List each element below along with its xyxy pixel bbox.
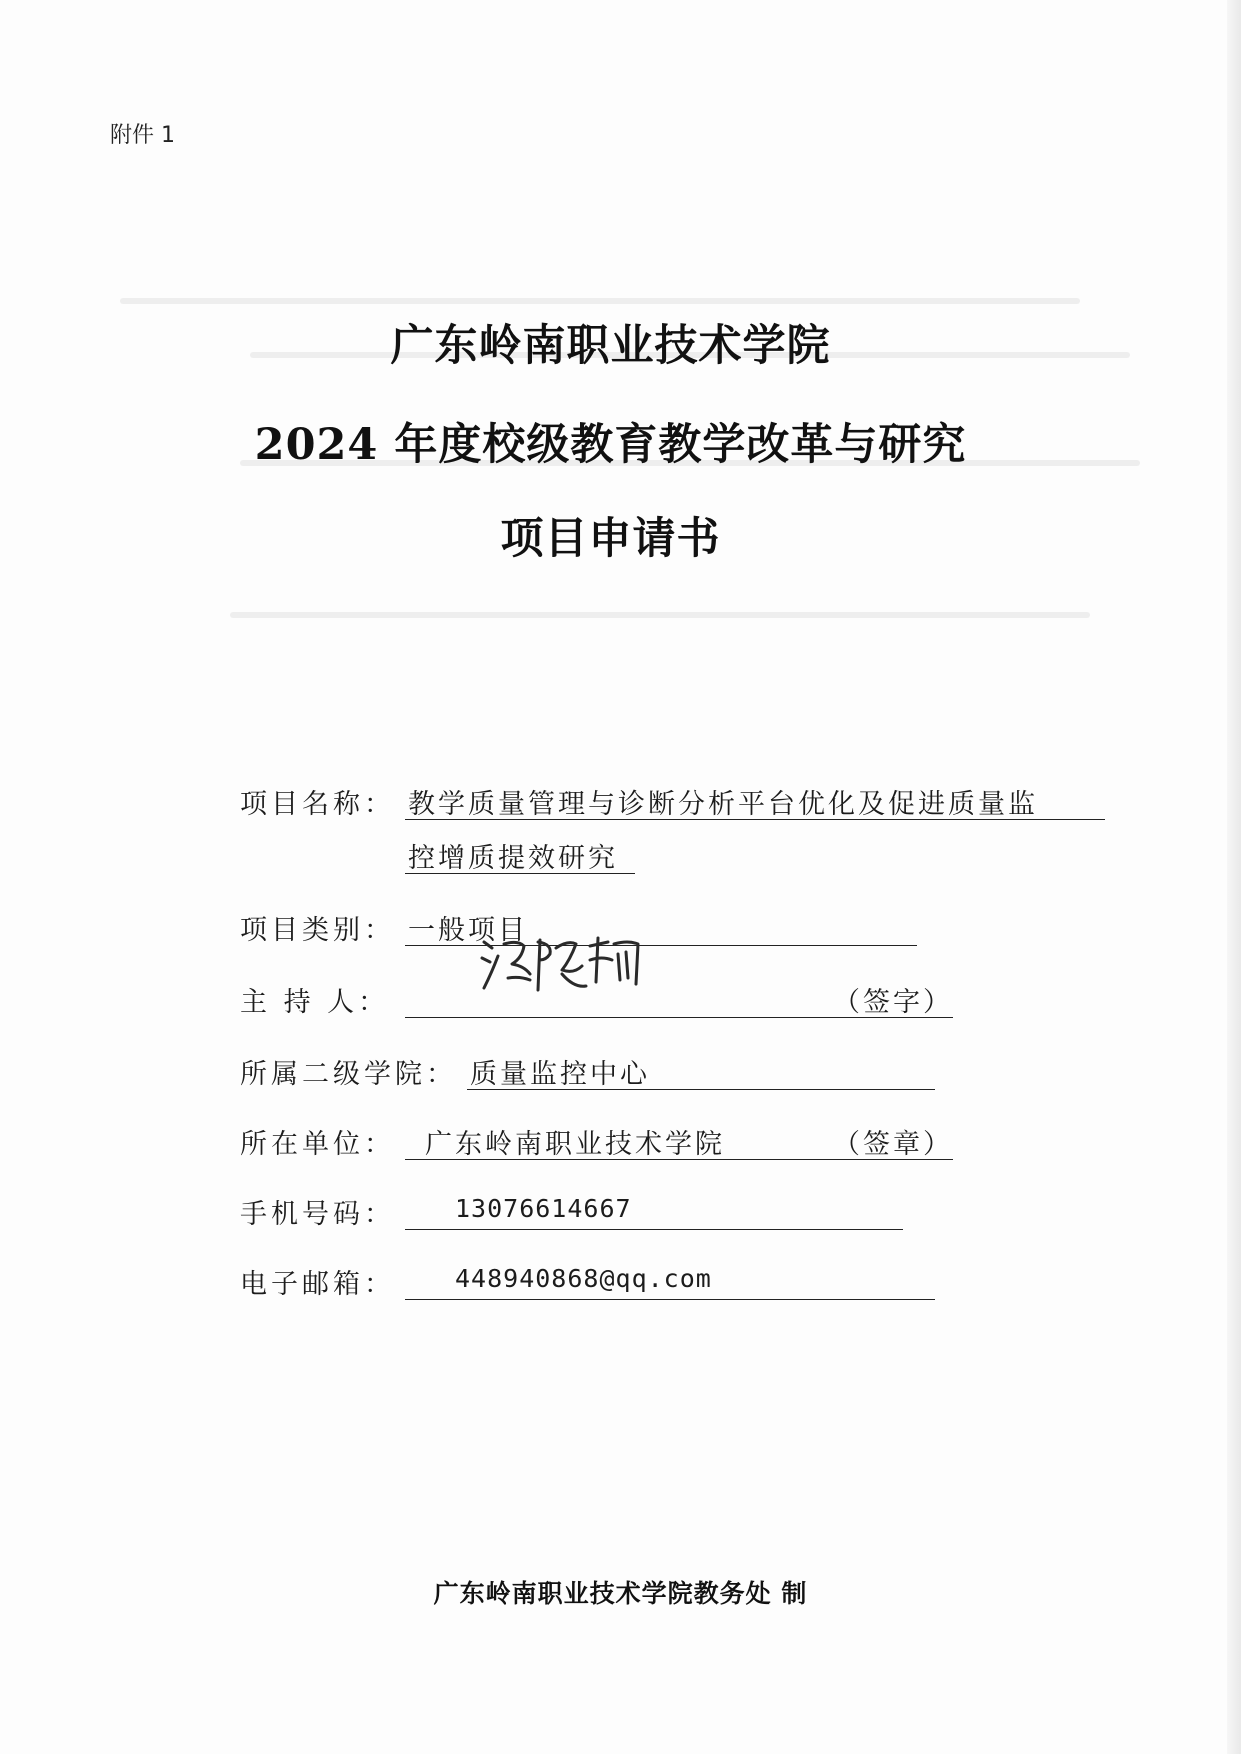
issuer-footer: 广东岭南职业技术学院教务处 制: [433, 1579, 808, 1608]
email-value: 448940868@qq.com: [455, 1264, 712, 1293]
title-year-program: 2024 年度校级教育教学改革与研究: [254, 420, 967, 470]
unit-value: 广东岭南职业技术学院: [425, 1129, 725, 1160]
scan-edge-shadow: [1227, 0, 1241, 1754]
secondary-college-label: 所属二级学院：: [240, 1059, 457, 1090]
project-name-value-line1: 教学质量管理与诊断分析平台优化及促进质量监: [408, 789, 1038, 820]
secondary-college-value: 质量监控中心: [470, 1059, 650, 1090]
secondary-college-underline: [467, 1089, 935, 1090]
project-name-value-line2: 控增质提效研究: [408, 843, 618, 874]
phone-value: 13076614667: [455, 1194, 632, 1223]
email-label: 电子邮箱：: [240, 1269, 395, 1300]
project-category-label: 项目类别：: [240, 915, 395, 946]
host-label: 主 持 人：: [240, 987, 390, 1018]
unit-seal-note: （签章）: [833, 1129, 953, 1160]
handwritten-signature: [478, 930, 658, 1000]
phone-underline: [405, 1229, 903, 1230]
host-signature-note: （签字）: [833, 987, 953, 1018]
bleed-through-mark: [230, 612, 1090, 618]
attachment-label: 附件 1: [110, 123, 175, 148]
title-institution: 广东岭南职业技术学院: [390, 321, 831, 371]
project-name-label: 项目名称：: [240, 789, 395, 820]
unit-label: 所在单位：: [240, 1129, 395, 1160]
project-name-underline-1: [405, 819, 1105, 820]
unit-underline: [405, 1159, 953, 1160]
email-underline: [405, 1299, 935, 1300]
bleed-through-mark: [120, 298, 1080, 304]
title-document-type: 项目申请书: [500, 514, 721, 564]
phone-label: 手机号码：: [240, 1199, 395, 1230]
project-category-value: 一般项目: [408, 915, 528, 946]
project-name-underline-2: [405, 873, 635, 874]
